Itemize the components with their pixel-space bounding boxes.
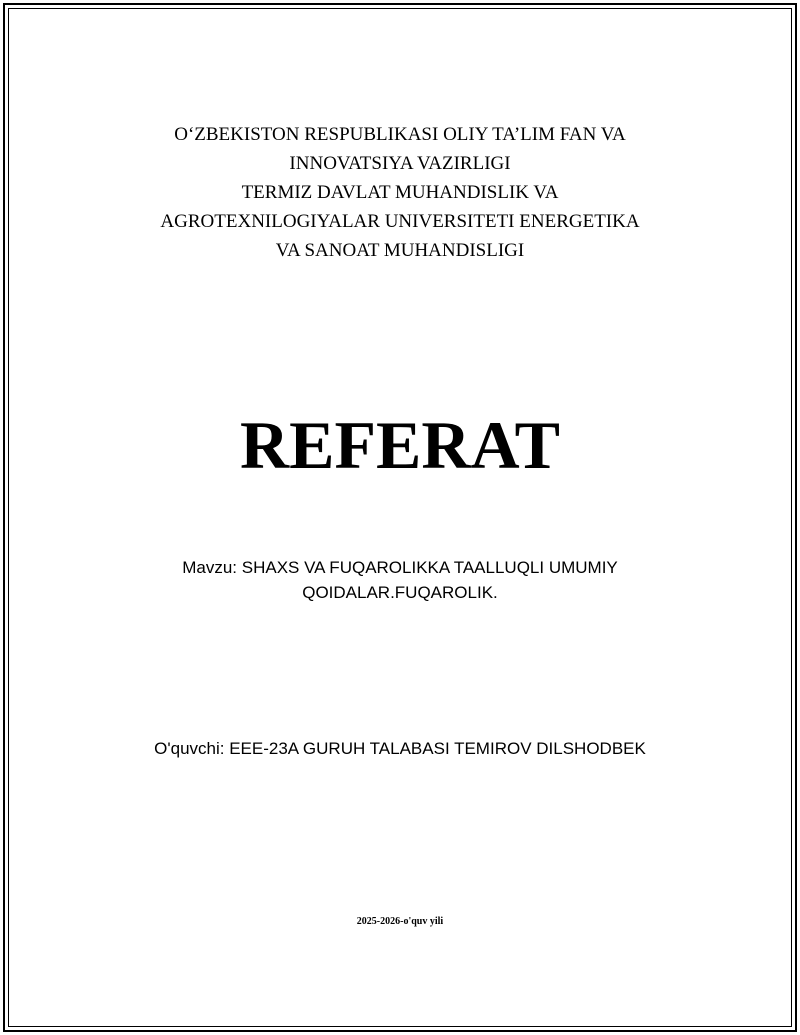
- topic-line: Mavzu: SHAXS VA FUQAROLIKKA TAALLUQLI UMUMIY: [182, 558, 618, 577]
- header-line: AGROTEXNILOGIYALAR UNIVERSITETI ENERGETIKA: [160, 211, 640, 232]
- header-line: INNOVATSIYA VAZIRLIGI: [289, 153, 511, 174]
- academic-year: 2025-2026-o'quv yili: [356, 916, 444, 927]
- topic-block: [0, 555, 800, 605]
- student-info: O'quvchi: EEE-23A GURUH TALABASI TEMIROV DILSHODBEK: [154, 739, 646, 758]
- header-line: VA SANOAT MUHANDISLIGI: [275, 240, 525, 261]
- topic-line: QOIDALAR.FUQAROLIK.: [302, 583, 498, 602]
- document-title: REFERAT: [240, 407, 560, 483]
- header-line: TERMIZ DAVLAT MUHANDISLIK VA: [241, 182, 559, 203]
- header-line: O‘ZBEKISTON RESPUBLIKASI OLIY TA’LIM FAN VA: [174, 124, 626, 145]
- institution-header: [0, 120, 800, 265]
